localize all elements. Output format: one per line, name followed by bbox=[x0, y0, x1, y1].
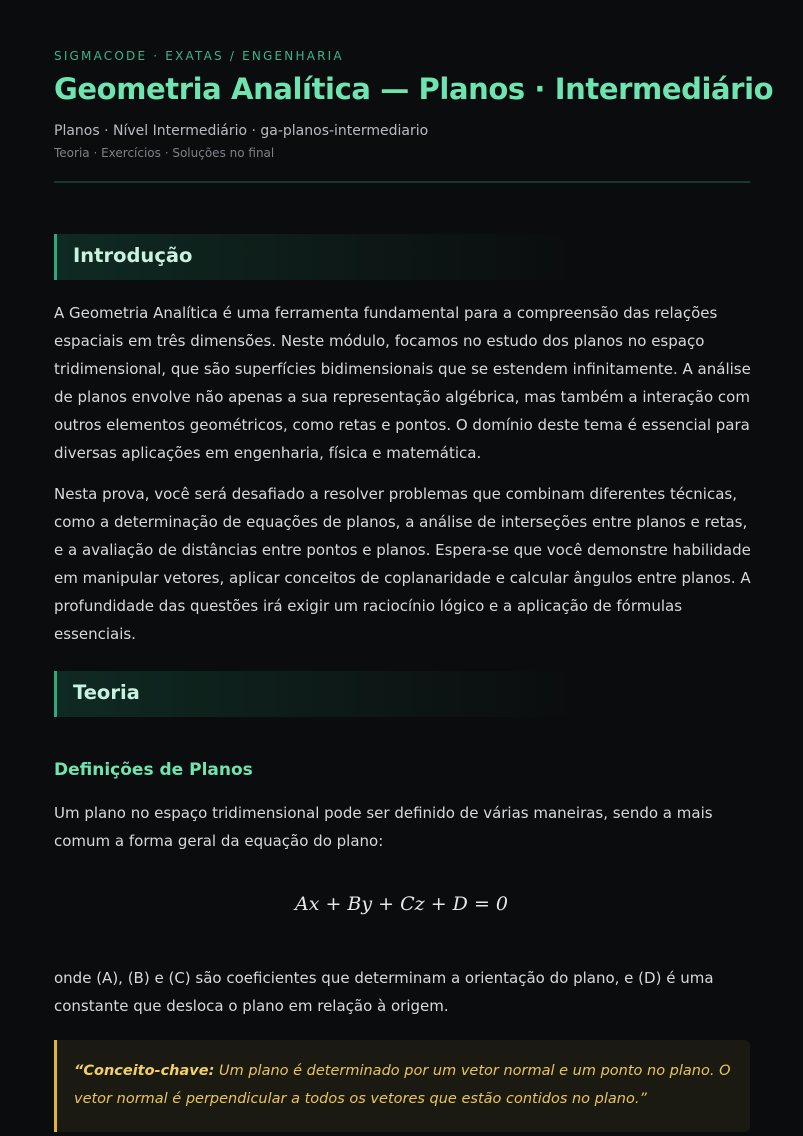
callout-body: Um plano é determinado por um vetor normal e um ponto no plano. O vetor normal é perpendicular a todos os vetores que estão contidos no plano.” bbox=[74, 1063, 731, 1107]
section-heading-label: Teoria bbox=[73, 681, 140, 704]
intro-paragraph-1: A Geometria Analítica é uma ferramenta fundamental para a compreensão das relações espaciais em três dimensões. Neste módulo, focamos no estudo dos planos no espaço tridimensional, que são superfícies bidimensionais que se estendem infinitamente. A análise de planos envolve não apenas a sua representação algébrica, mas também a interação com outros elementos geométricos, como retas e pontos. O domínio deste tema é essencial para diversas aplicações em engenharia, física e matemática. bbox=[54, 304, 751, 462]
key-concept-callout bbox=[54, 1040, 750, 1132]
brand-label: SIGMACODE · EXATAS / ENGENHARIA bbox=[54, 49, 344, 63]
page-title: Geometria Analítica — Planos · Intermediário bbox=[54, 72, 774, 106]
page-subtitle: Planos · Nível Intermediário · ga-planos-intermediario bbox=[54, 123, 429, 139]
theory-paragraph-1: Um plano no espaço tridimensional pode ser definido de várias maneiras, sendo a mais comum a forma geral da equação do plano: bbox=[54, 804, 713, 850]
section-heading-label: Introdução bbox=[73, 244, 193, 267]
callout-label: “Conceito-chave: bbox=[74, 1063, 215, 1079]
section-heading-teoria bbox=[54, 671, 750, 717]
subsection-heading-definicoes: Definições de Planos bbox=[54, 760, 253, 780]
callout-text bbox=[74, 1057, 734, 1113]
theory-paragraph-2: onde (A), (B) e (C) são coeficientes que determinam a orientação do plano, e (D) é uma constante que desloca o plano em relação à origem. bbox=[54, 969, 714, 1015]
plane-equation: Ax + By + Cz + D = 0 bbox=[295, 893, 508, 915]
intro-paragraph-2: Nesta prova, você será desafiado a resolver problemas que combinam diferentes técnicas, como a determinação de equações de planos, a análise de interseções entre planos e retas, e a avaliação de distâncias entre pontos e planos. Espera-se que você demonstre habilidade em manipular vetores, aplicar conceitos de coplanaridade e calcular ângulos entre planos. A profundidade das questões irá exigir um raciocínio lógico e a aplicação de fórmulas essenciais. bbox=[54, 485, 751, 643]
page-meta: Teoria · Exercícios · Soluções no final bbox=[54, 146, 275, 160]
section-heading-introducao bbox=[54, 234, 750, 280]
document-header bbox=[54, 48, 774, 183]
